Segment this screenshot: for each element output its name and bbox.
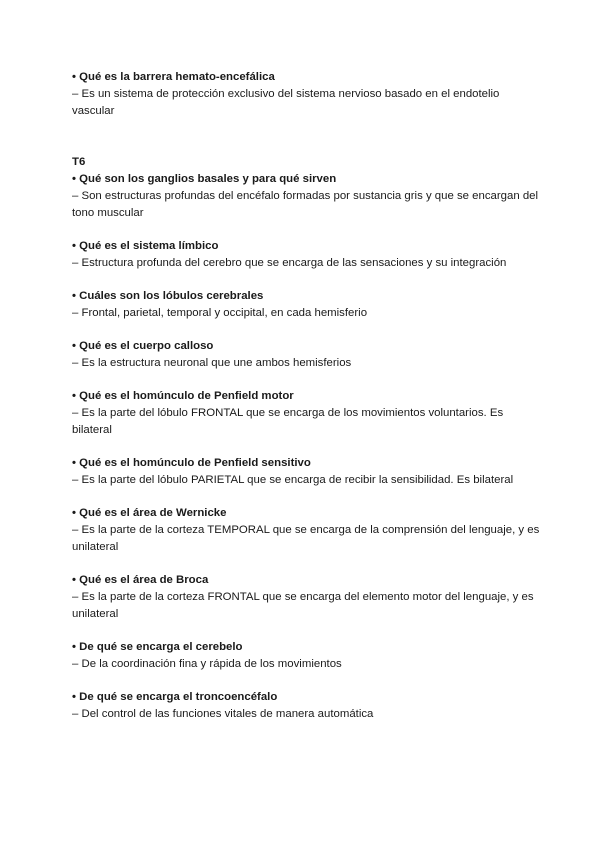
- qa-block-calloso: [72, 338, 542, 372]
- question-text: • Qué es el sistema límbico: [72, 240, 219, 252]
- spacer: [72, 120, 542, 154]
- answer-text: – Del control de las funciones vitales de manera automática: [72, 708, 374, 720]
- qa-block-troncoencefalo: [72, 689, 542, 723]
- document-page: [72, 69, 542, 723]
- answer-text: – Es la parte del lóbulo FRONTAL que se encarga de los movimientos voluntarios. Es bilateral: [72, 407, 504, 436]
- qa-block-penfield-motor: [72, 388, 542, 439]
- answer-text: – Son estructuras profundas del encéfalo formadas por sustancia gris y que se encargan del tono muscular: [72, 190, 539, 219]
- qa-block-wernicke: [72, 505, 542, 556]
- answer-text: – Es la parte de la corteza FRONTAL que se encarga del elemento motor del lenguaje, y es unilateral: [72, 591, 534, 620]
- spacer: [72, 489, 542, 505]
- spacer: [72, 372, 542, 388]
- qa-block-ganglios: [72, 171, 542, 222]
- question-text: • De qué se encarga el cerebelo: [72, 641, 243, 653]
- spacer: [72, 222, 542, 238]
- answer-text: – Frontal, parietal, temporal y occipital, en cada hemisferio: [72, 307, 368, 319]
- answer-text: – Es la parte de la corteza TEMPORAL que se encarga de la comprensión del lenguaje, y es unilateral: [72, 524, 540, 553]
- question-text: • Qué es el cuerpo calloso: [72, 340, 214, 352]
- question-text: • Qué es el área de Wernicke: [72, 507, 227, 519]
- answer-text: – Es la parte del lóbulo PARIETAL que se encarga de recibir la sensibilidad. Es bilateral: [72, 474, 514, 486]
- qa-block-limbico: [72, 238, 542, 272]
- qa-block-lobulos: [72, 288, 542, 322]
- spacer: [72, 322, 542, 338]
- question-text: • Qué es la barrera hemato-encefálica: [72, 71, 275, 83]
- spacer: [72, 439, 542, 455]
- question-text: • De qué se encarga el troncoencéfalo: [72, 691, 278, 703]
- answer-text: – Es un sistema de protección exclusivo del sistema nervioso basado en el endotelio vascular: [72, 88, 500, 117]
- qa-block-broca: [72, 572, 542, 623]
- answer-text: – De la coordinación fina y rápida de los movimientos: [72, 658, 342, 670]
- answer-text: – Estructura profunda del cerebro que se encarga de las sensaciones y su integración: [72, 257, 507, 269]
- answer-text: – Es la estructura neuronal que une ambos hemisferios: [72, 357, 352, 369]
- qa-block-cerebelo: [72, 639, 542, 673]
- question-text: • Qué es el área de Broca: [72, 574, 209, 586]
- spacer: [72, 556, 542, 572]
- spacer: [72, 272, 542, 288]
- question-text: • Qué es el homúnculo de Penfield motor: [72, 390, 294, 402]
- qa-block-barrera: [72, 69, 542, 120]
- question-text: • Qué es el homúnculo de Penfield sensitivo: [72, 457, 311, 469]
- spacer: [72, 623, 542, 639]
- section-title: T6: [72, 156, 86, 168]
- spacer: [72, 673, 542, 689]
- question-text: • Qué son los ganglios basales y para qué sirven: [72, 173, 337, 185]
- question-text: • Cuáles son los lóbulos cerebrales: [72, 290, 264, 302]
- qa-block-penfield-sensitivo: [72, 455, 542, 489]
